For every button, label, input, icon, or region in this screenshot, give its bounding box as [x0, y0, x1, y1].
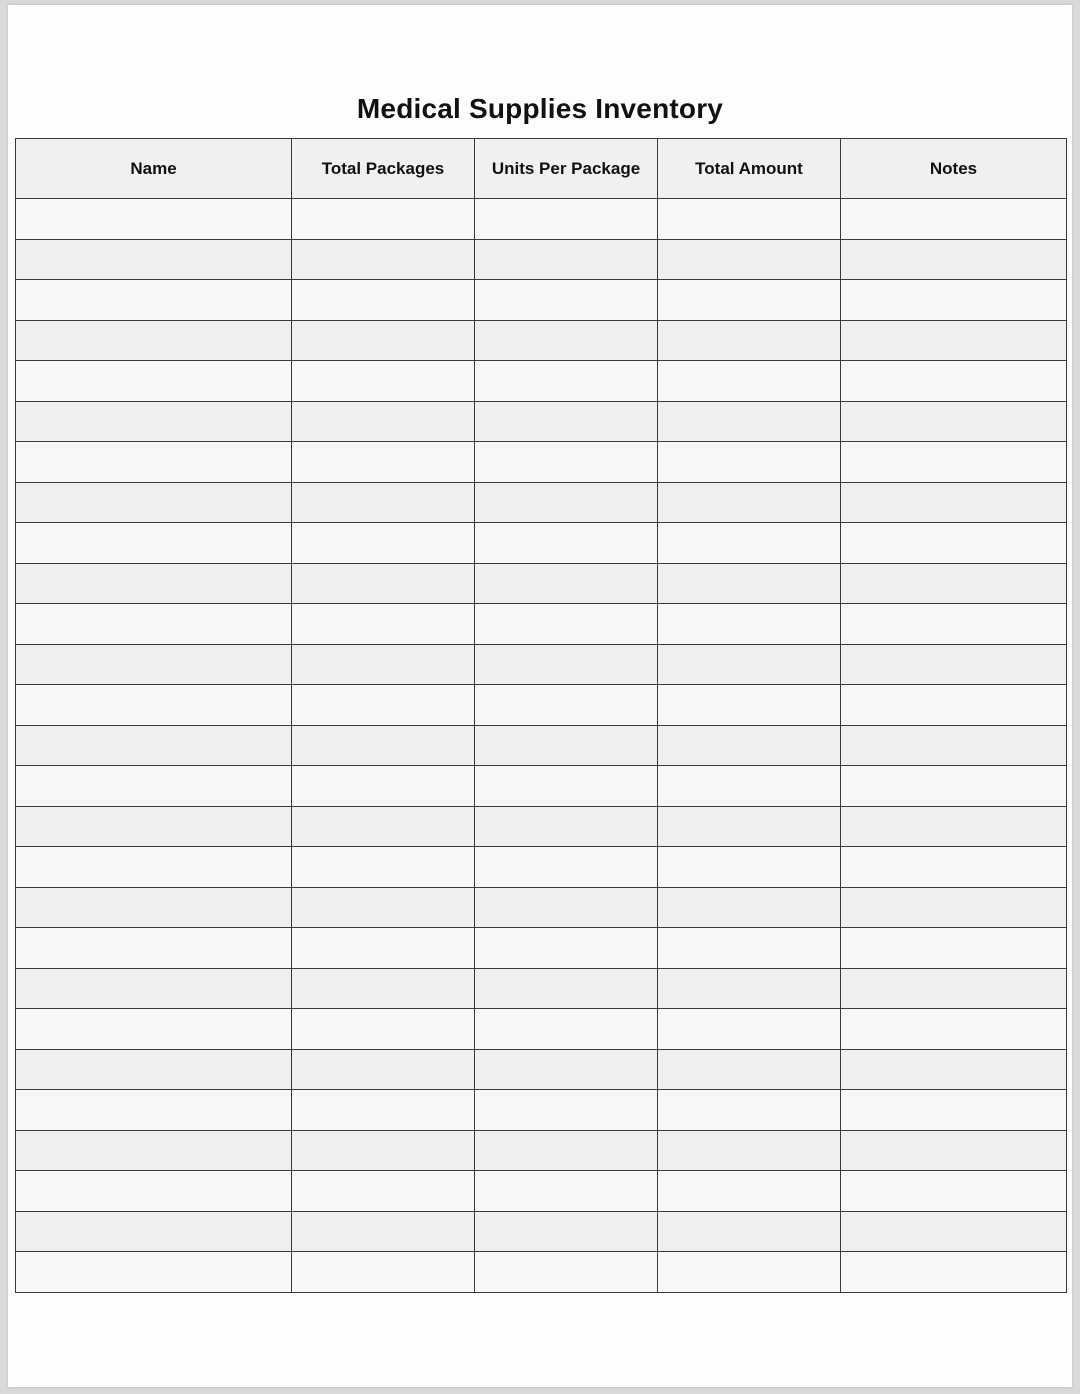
cell-notes[interactable]	[841, 199, 1067, 240]
cell-units-per-package[interactable]	[475, 1009, 658, 1050]
document-page	[8, 5, 1072, 1387]
cell-total-packages[interactable]	[292, 604, 475, 645]
cell-name[interactable]	[16, 401, 292, 442]
cell-total-amount[interactable]	[658, 482, 841, 523]
cell-name[interactable]	[16, 563, 292, 604]
cell-notes[interactable]	[841, 847, 1067, 888]
cell-units-per-package[interactable]	[475, 644, 658, 685]
cell-total-amount[interactable]	[658, 1009, 841, 1050]
cell-total-packages[interactable]	[292, 523, 475, 564]
cell-total-packages[interactable]	[292, 280, 475, 321]
cell-total-amount[interactable]	[658, 887, 841, 928]
cell-notes[interactable]	[841, 1090, 1067, 1131]
cell-total-packages[interactable]	[292, 806, 475, 847]
table-row	[16, 320, 1067, 361]
cell-name[interactable]	[16, 1252, 292, 1293]
table-row	[16, 1130, 1067, 1171]
table-body	[16, 199, 1067, 1293]
table-row	[16, 1252, 1067, 1293]
cell-total-amount[interactable]	[658, 685, 841, 726]
cell-name[interactable]	[16, 239, 292, 280]
cell-units-per-package[interactable]	[475, 280, 658, 321]
cell-units-per-package[interactable]	[475, 806, 658, 847]
cell-units-per-package[interactable]	[475, 523, 658, 564]
cell-total-amount[interactable]	[658, 847, 841, 888]
cell-total-packages[interactable]	[292, 685, 475, 726]
column-header-notes: Notes	[841, 139, 1067, 199]
table-row	[16, 725, 1067, 766]
cell-total-amount[interactable]	[658, 523, 841, 564]
cell-name[interactable]	[16, 968, 292, 1009]
cell-total-packages[interactable]	[292, 442, 475, 483]
cell-total-packages[interactable]	[292, 1049, 475, 1090]
cell-total-packages[interactable]	[292, 725, 475, 766]
cell-notes[interactable]	[841, 320, 1067, 361]
cell-name[interactable]	[16, 725, 292, 766]
cell-notes[interactable]	[841, 1171, 1067, 1212]
cell-notes[interactable]	[841, 523, 1067, 564]
table-row	[16, 968, 1067, 1009]
table-row	[16, 847, 1067, 888]
cell-total-packages[interactable]	[292, 887, 475, 928]
cell-total-amount[interactable]	[658, 442, 841, 483]
table-row	[16, 928, 1067, 969]
cell-total-amount[interactable]	[658, 280, 841, 321]
cell-name[interactable]	[16, 320, 292, 361]
cell-total-amount[interactable]	[658, 968, 841, 1009]
cell-total-amount[interactable]	[658, 1130, 841, 1171]
cell-total-packages[interactable]	[292, 766, 475, 807]
cell-total-amount[interactable]	[658, 928, 841, 969]
cell-total-amount[interactable]	[658, 1049, 841, 1090]
cell-notes[interactable]	[841, 280, 1067, 321]
cell-total-packages[interactable]	[292, 1211, 475, 1252]
cell-total-amount[interactable]	[658, 239, 841, 280]
cell-total-amount[interactable]	[658, 604, 841, 645]
cell-total-packages[interactable]	[292, 847, 475, 888]
cell-name[interactable]	[16, 806, 292, 847]
cell-units-per-package[interactable]	[475, 1171, 658, 1212]
cell-units-per-package[interactable]	[475, 1130, 658, 1171]
cell-total-packages[interactable]	[292, 968, 475, 1009]
cell-notes[interactable]	[841, 644, 1067, 685]
table-header-row	[16, 139, 1067, 199]
table-row	[16, 563, 1067, 604]
table-row	[16, 1171, 1067, 1212]
cell-notes[interactable]	[841, 401, 1067, 442]
cell-notes[interactable]	[841, 685, 1067, 726]
table-row	[16, 442, 1067, 483]
cell-units-per-package[interactable]	[475, 320, 658, 361]
cell-total-amount[interactable]	[658, 199, 841, 240]
cell-name[interactable]	[16, 523, 292, 564]
cell-units-per-package[interactable]	[475, 887, 658, 928]
cell-total-amount[interactable]	[658, 1171, 841, 1212]
cell-total-packages[interactable]	[292, 563, 475, 604]
cell-units-per-package[interactable]	[475, 685, 658, 726]
table-row	[16, 685, 1067, 726]
cell-name[interactable]	[16, 1130, 292, 1171]
cell-units-per-package[interactable]	[475, 1252, 658, 1293]
cell-total-amount[interactable]	[658, 766, 841, 807]
table-row	[16, 239, 1067, 280]
table-row	[16, 1009, 1067, 1050]
cell-notes[interactable]	[841, 968, 1067, 1009]
cell-name[interactable]	[16, 199, 292, 240]
cell-total-amount[interactable]	[658, 401, 841, 442]
table-row	[16, 361, 1067, 402]
table-row	[16, 523, 1067, 564]
cell-name[interactable]	[16, 766, 292, 807]
cell-notes[interactable]	[841, 239, 1067, 280]
cell-total-amount[interactable]	[658, 1211, 841, 1252]
cell-total-packages[interactable]	[292, 1009, 475, 1050]
table-row	[16, 1049, 1067, 1090]
cell-notes[interactable]	[841, 725, 1067, 766]
cell-notes[interactable]	[841, 482, 1067, 523]
cell-units-per-package[interactable]	[475, 563, 658, 604]
cell-total-amount[interactable]	[658, 1252, 841, 1293]
cell-notes[interactable]	[841, 887, 1067, 928]
cell-notes[interactable]	[841, 1130, 1067, 1171]
cell-total-packages[interactable]	[292, 1130, 475, 1171]
cell-notes[interactable]	[841, 1009, 1067, 1050]
cell-name[interactable]	[16, 1090, 292, 1131]
column-header-total-amount: Total Amount	[658, 139, 841, 199]
cell-units-per-package[interactable]	[475, 604, 658, 645]
cell-total-packages[interactable]	[292, 199, 475, 240]
cell-name[interactable]	[16, 887, 292, 928]
table-row	[16, 604, 1067, 645]
cell-total-packages[interactable]	[292, 239, 475, 280]
cell-notes[interactable]	[841, 928, 1067, 969]
cell-notes[interactable]	[841, 1049, 1067, 1090]
cell-units-per-package[interactable]	[475, 482, 658, 523]
cell-name[interactable]	[16, 1171, 292, 1212]
table-row	[16, 766, 1067, 807]
cell-total-packages[interactable]	[292, 928, 475, 969]
cell-notes[interactable]	[841, 1252, 1067, 1293]
cell-units-per-package[interactable]	[475, 401, 658, 442]
cell-name[interactable]	[16, 1049, 292, 1090]
cell-total-packages[interactable]	[292, 1252, 475, 1293]
table-row	[16, 482, 1067, 523]
cell-total-packages[interactable]	[292, 644, 475, 685]
cell-total-packages[interactable]	[292, 482, 475, 523]
cell-units-per-package[interactable]	[475, 725, 658, 766]
cell-total-packages[interactable]	[292, 1171, 475, 1212]
column-header-units-per-package: Units Per Package	[475, 139, 658, 199]
cell-total-packages[interactable]	[292, 1090, 475, 1131]
cell-notes[interactable]	[841, 604, 1067, 645]
cell-notes[interactable]	[841, 1211, 1067, 1252]
cell-total-amount[interactable]	[658, 320, 841, 361]
column-header-name: Name	[16, 139, 292, 199]
cell-total-packages[interactable]	[292, 320, 475, 361]
cell-name[interactable]	[16, 1009, 292, 1050]
table-row	[16, 1211, 1067, 1252]
document-title: Medical Supplies Inventory	[356, 93, 724, 124]
cell-total-amount[interactable]	[658, 806, 841, 847]
table-row	[16, 806, 1067, 847]
cell-total-amount[interactable]	[658, 361, 841, 402]
cell-notes[interactable]	[841, 766, 1067, 807]
cell-name[interactable]	[16, 604, 292, 645]
table-row	[16, 1090, 1067, 1131]
cell-units-per-package[interactable]	[475, 442, 658, 483]
cell-notes[interactable]	[841, 361, 1067, 402]
cell-units-per-package[interactable]	[475, 928, 658, 969]
cell-total-amount[interactable]	[658, 644, 841, 685]
cell-name[interactable]	[16, 442, 292, 483]
cell-units-per-package[interactable]	[475, 1049, 658, 1090]
cell-units-per-package[interactable]	[475, 239, 658, 280]
table-row	[16, 199, 1067, 240]
cell-units-per-package[interactable]	[475, 1211, 658, 1252]
table-row	[16, 644, 1067, 685]
cell-total-packages[interactable]	[292, 401, 475, 442]
cell-name[interactable]	[16, 847, 292, 888]
cell-notes[interactable]	[841, 806, 1067, 847]
cell-notes[interactable]	[841, 442, 1067, 483]
cell-units-per-package[interactable]	[475, 766, 658, 807]
inventory-table	[15, 138, 1067, 1293]
cell-name[interactable]	[16, 361, 292, 402]
table-row	[16, 887, 1067, 928]
table-row	[16, 280, 1067, 321]
cell-total-amount[interactable]	[658, 563, 841, 604]
cell-total-packages[interactable]	[292, 361, 475, 402]
cell-units-per-package[interactable]	[475, 847, 658, 888]
cell-units-per-package[interactable]	[475, 361, 658, 402]
cell-units-per-package[interactable]	[475, 199, 658, 240]
cell-units-per-package[interactable]	[475, 968, 658, 1009]
cell-name[interactable]	[16, 1211, 292, 1252]
cell-name[interactable]	[16, 685, 292, 726]
column-header-total-packages: Total Packages	[292, 139, 475, 199]
cell-name[interactable]	[16, 644, 292, 685]
cell-name[interactable]	[16, 280, 292, 321]
cell-units-per-package[interactable]	[475, 1090, 658, 1131]
cell-total-amount[interactable]	[658, 725, 841, 766]
cell-total-amount[interactable]	[658, 1090, 841, 1131]
cell-name[interactable]	[16, 928, 292, 969]
table-row	[16, 401, 1067, 442]
cell-name[interactable]	[16, 482, 292, 523]
cell-notes[interactable]	[841, 563, 1067, 604]
